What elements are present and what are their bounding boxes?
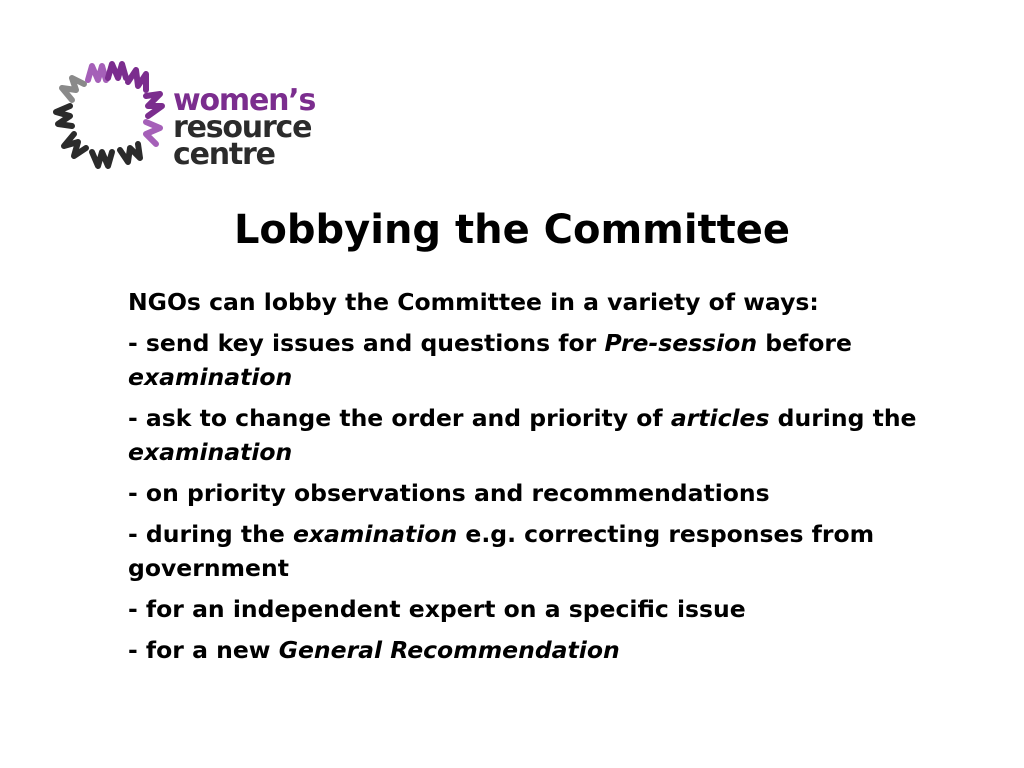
list-item: - send key issues and questions for Pre-session before examination (128, 329, 852, 391)
logo-line-centre: centre (173, 137, 275, 172)
intro-paragraph: NGOs can lobby the Committee in a variety of ways: (128, 288, 819, 316)
list-item: - for a new General Recommendation (128, 636, 620, 664)
slide-title: Lobbying the Committee (233, 207, 791, 253)
list-item: - for an independent expert on a specific issue (128, 595, 746, 623)
list-item: - during the examination e.g. correcting responses from government (128, 520, 875, 582)
logo-ring-icon (50, 58, 175, 173)
logo-wordmark (173, 83, 316, 172)
slide-body (128, 285, 918, 674)
logo-line-womens: women’s (173, 83, 316, 118)
logo-line-resource: resource (173, 110, 312, 145)
womens-resource-centre-logo (50, 58, 320, 173)
list-item: - on priority observations and recommendations (128, 479, 770, 507)
list-item: - ask to change the order and priority of articles during the examination (128, 404, 917, 466)
